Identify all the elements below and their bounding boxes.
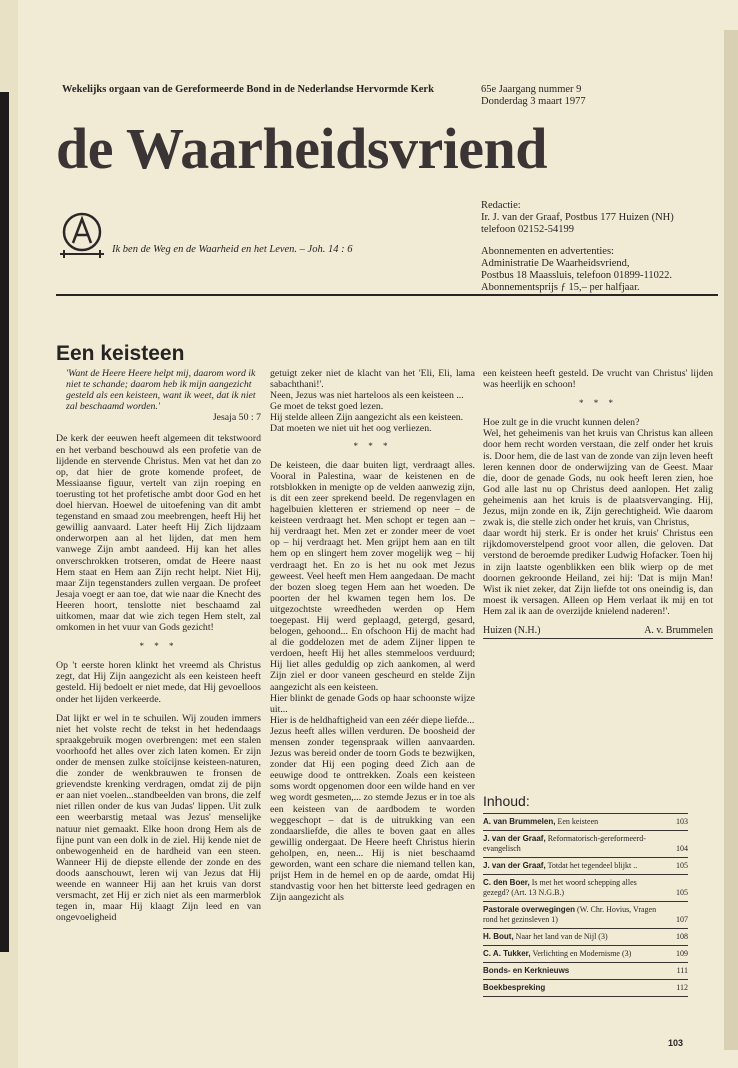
toc-author: Bonds- en Kerknieuws: [483, 966, 570, 975]
toc-author: J. van der Graaf,: [483, 861, 546, 870]
contact-info: [481, 200, 674, 294]
paragraph: getuigt zeker niet de klacht van het 'Eli, Eli, lama sabachthani!'.: [270, 368, 475, 391]
toc-title: Verlichting en Modernisme (3): [532, 949, 632, 958]
toc-title: Naar het land van de Nijl (3): [515, 932, 608, 941]
alpha-omega-logo-icon: [56, 210, 108, 262]
toc-item: [483, 980, 688, 997]
masthead-title: de Waarheidsvriend: [56, 116, 548, 181]
toc-item: [483, 858, 688, 875]
paragraph: De keisteen, die daar buiten ligt, verdraagt alles. Vooral in Palestina, waar de keistenen en de rotsblokken in menigte op de velden aanwezig zijn, is dit een zeer sprekend beeld. De regenvlagen en hagelbuien kletteren er striemend op neer – de keisteen verdraagt het. Men schopt er tegen aan – hij verdraagt het. Men zet er zonder meer de voet op – hij verdraagt het. Men grijpt hem aan en tilt hem op en slingert hem zover mogelijk weg – hij verdraagt het. En zo is het nu ook met Jezus geweest. Veel heeft men Hem aangedaan. De macht der bozen sloeg tegen Hem aan het woeden. De poorten der hel kwamen tegen hem los. De uitgezochtste wreedheden werden op Hem toegepast. Hij werd geplaagd, getergd, gesard, belogen, gehoond... En ofschoon Hij de macht had al die goddelozen met de adem Zijner lippen te verdoen, heeft Hij het alles stemmeloos verduurd; Hij liet alles geduldig op zich aankomen, al werd Zijn ziel er door vaneen gescheurd en stelde Zijn aangezicht als een keisteen.: [270, 459, 475, 693]
section-separator: * * *: [579, 398, 617, 409]
abonnement-line: Administratie De Waarheidsvriend,: [481, 258, 630, 269]
toc-author: A. van Brummelen,: [483, 817, 556, 826]
signature-author: A. v. Brummelen: [644, 624, 713, 636]
redactie-line: Ir. J. van der Graaf, Postbus 177 Huizen (NH): [481, 212, 674, 223]
paragraph: Op 't eerste horen klinkt het vreemd als Christus zegt, dat Hij Zijn aangezicht als een keisteen heeft gesteld. Hij bedoelt er niet mede, dat Hij gevoelloos onder het lijden verkeerde.: [56, 660, 261, 705]
toc-page: 104: [676, 844, 688, 853]
toc-item: [483, 831, 688, 858]
abonnement-line: Postbus 18 Maassluis, telefoon 01899-11022.: [481, 270, 672, 281]
article-column-1: [56, 368, 261, 931]
paragraph: Jezus heeft alles willen verduren. De boosheid der mensen zonder tegenspraak willen aanvaarden. Jezus was bereid onder de toorn Gods te bezwijken, zonder dat Hij een poging deed Zich aan de eeuwige dood te onttrekken. Zoals een keisteen soms wordt opgenomen door een wilde hand en ver weg wordt gesmeten,... zo stemde Jezus er in toe als een keisteen van de aardbodem te worden weggeschopt – dat is de uitrukking van een zondaarsliefde, die alles te boven gaat en alles gewillig ondergaat. De Heere heeft Christus hierin geholpen, en, neen... Hij is niet beschaamd geworden, want een schare die niemand tellen kan, prijst Hem in de hemel en op de aarde, omdat Hij standvastig voor hen het bitterste leed gedragen en Zijn aangezicht als: [270, 725, 475, 904]
page-number: 103: [668, 1038, 684, 1048]
toc-item: [483, 875, 688, 902]
toc-author: H. Bout,: [483, 932, 514, 941]
jaargang: 65e Jaargang nummer 9: [481, 84, 582, 95]
toc-page: 109: [676, 949, 688, 958]
paragraph: daar wordt hij sterk. Er is onder het kruis' Christus een rijkdomoverstelpend groot voor allen, die geloven. Dat verstond de beroemde prediker Ludwig Hofacker. Toen hij in zijn laatste ogenblikken een blik wierp op de met doornen gekroonde Heiland, zei hij: 'Dat is mijn Man! Wist ik niet zeker, dat Zijn liefde tot ons oneindig is, dan moest ik versagen. Alleen op Hem verlaat ik mij en tot Hem zal ik aan de overzijde knielend naderen!'.: [483, 528, 713, 617]
issue-date: Donderdag 3 maart 1977: [481, 96, 586, 107]
toc-title: Reformatorisch-gereformeerd-evangelisch: [483, 834, 646, 853]
toc-list: [483, 813, 688, 997]
toc-title: (W. Chr. Hovius, Vragen rond het gezinsleven 1): [483, 905, 657, 924]
toc-page: 112: [676, 983, 688, 992]
toc-author: Pastorale overwegingen: [483, 905, 576, 914]
paragraph: Hier is de heldhaftigheid van een zéér diepe liefde...: [270, 714, 475, 726]
bible-reference: Jesaja 50 : 7: [212, 412, 261, 424]
motto: Ik ben de Weg en de Waarheid en het Leven. – Joh. 14 : 6: [112, 244, 353, 255]
redactie-line: telefoon 02152-54199: [481, 224, 575, 235]
abonnement-line: Abonnementsprijs ƒ 15,– per halfjaar.: [481, 282, 640, 293]
section-separator: * * *: [353, 440, 392, 451]
signature-line: [483, 625, 713, 639]
toc-page: 103: [676, 817, 688, 826]
toc-item: [483, 814, 688, 831]
table-of-contents: [483, 793, 688, 997]
toc-item: [483, 946, 688, 963]
paragraph: een keisteen heeft gesteld. De vrucht van Christus' lijden was heerlijk en schoon!: [483, 368, 713, 391]
issue-info: [481, 84, 586, 108]
article-column-3: [483, 368, 713, 639]
paragraph: Ge moet de tekst goed lezen.: [270, 401, 384, 413]
toc-title: Totdat het tegendeel blijkt ..: [547, 861, 638, 870]
page-margin-shadow: [724, 30, 738, 1050]
toc-author: C. den Boer,: [483, 878, 530, 887]
paragraph: Dat moeten we niet uit het oog verliezen.: [270, 423, 432, 435]
toc-page: 105: [676, 888, 688, 897]
publication-subtitle: Wekelijks orgaan van de Gereformeerde Bond in de Nederlandse Hervormde Kerk: [62, 84, 434, 95]
article-column-2: [270, 368, 475, 903]
header-divider: [56, 294, 718, 296]
toc-item: [483, 963, 688, 980]
paragraph: Hij stelde alleen Zijn aangezicht als een keisteen.: [270, 412, 464, 424]
toc-page: 108: [676, 932, 688, 941]
abonnementen-block: [481, 246, 674, 294]
bible-quote: 'Want de Heere Heere helpt mij, daarom word ik niet te schande; daarom heb ik mijn aangezicht gesteld als een keisteen, want ik weet, dat ik niet zal beschaamd worden.': [66, 368, 256, 413]
toc-author: J. van der Graaf,: [483, 834, 546, 843]
paragraph: De kerk der eeuwen heeft algemeen dit tekstwoord en het verband beschouwd als een profetie van de lijdende en stervende Christus. Men vat het dan zo op, dat hier de grote komende profeet, de Messiaanse figuur, vertelt van zijn roeping en toerusting tot het profetische ambt door God en het doel hiervan. Hoewel de uitoefening van dit ambt tegenstand en smaad zou meebrengen, heeft Hij het gewillig aanvaard. Later heeft Hij Zich lijdzaam onderworpen aan al het lijden, dat men hem vanwege Zijn ambt aandeed. Hij kan het alles onverschrokken trotseren, omdat de Heere naast Hem staat en Hem aan Zijn recht helpt. Niet Hij, maar Zijn tegenstanders zullen vergaan. De profeet Jesaja voegt er aan toe, dat wie naar die Knecht des Heeren hoort, tenslotte niet beschaamd zal uitkomen, maar dat wie zich tegen Hem stelt, zal omkomen in het vuur van Gods gezicht!: [56, 433, 261, 634]
toc-heading: Inhoud:: [483, 793, 530, 809]
toc-title: Een keisteen: [557, 817, 599, 826]
paragraph: Wel, het geheimenis van het kruis van Christus kan alleen door hem recht worden verstaan, die zelf onder het kruis is. Door hem, die de last van de zonde van zijn leven heeft leren kennen door de onderwijzing van de Geest. Maar die, door de genade Gods, nu ook heeft leren zien, hoe God alle last nu op Christus deed aanlopen. Het zalig geheimenis aan het kruis is de plaatsvervanging. Hij, Jezus, mijn zonde en ik, Zijn gerechtigheid. Wie daarom zwak is, die stelle zich onder het kruis, van Christus,: [483, 428, 713, 529]
toc-item: [483, 902, 688, 929]
toc-author: Boekbespreking: [483, 983, 546, 992]
redactie-block: [481, 200, 674, 236]
section-separator: * * *: [139, 641, 178, 652]
toc-title: Is met het woord schepping alles gezegd? (Art. 13 N.G.B.): [483, 878, 637, 897]
toc-item: [483, 929, 688, 946]
toc-page: 107: [676, 915, 688, 924]
toc-author: C. A. Tukker,: [483, 949, 531, 958]
redactie-line: Redactie:: [481, 200, 521, 211]
article-title: Een keisteen: [56, 342, 185, 365]
toc-page: 105: [676, 861, 688, 870]
paragraph: Hoe zult ge in die vrucht kunnen delen?: [483, 417, 640, 429]
toc-page: 111: [676, 966, 688, 975]
paragraph: Hier blinkt de genade Gods op haar schoonste wijze uit...: [270, 692, 475, 715]
signature-place: Huizen (N.H.): [483, 624, 541, 636]
paragraph: Neen, Jezus was niet harteloos als een keisteen ...: [270, 390, 464, 402]
abonnement-line: Abonnementen en advertenties:: [481, 246, 614, 257]
binding-bar: [0, 92, 9, 952]
paragraph: Dat lijkt er wel in te schuilen. Wij zouden immers niet het volste recht de tekst in het hedendaags spraakgebruik mogen overbrengen: met een stalen voorhoofd het alles over zich laten komen. Er zijn onder de mensen zulke stoïcijnse keisteen-naturen, die zonder de wenkbrauwen te fronsen de grievendste krenking verdragen, omdat zij de pijn er aan niet voelen...standbeelden van brons, die zelf niet rillen onder de kus van Judas' lippen. Uit zulk een weerbarstig metaal was Jezus' menselijke natuur niet gemaakt. Elke hoon drong Hem als de fijne punt van een dolk in de ziel. Hij kende niet de onbewogenheid en de hardheid van een steen. Wanneer Hij de diepste ellende der zonde en des doods aanschouwt, leren wij van Jezus dat Hij weende en wanneer Hij aan het kruis van dorst versmacht, zet Hij er zich niet als een marmerblok tegen in, maar Hij klaagt Zijn leed en van ongevoeligheid: [56, 712, 261, 924]
